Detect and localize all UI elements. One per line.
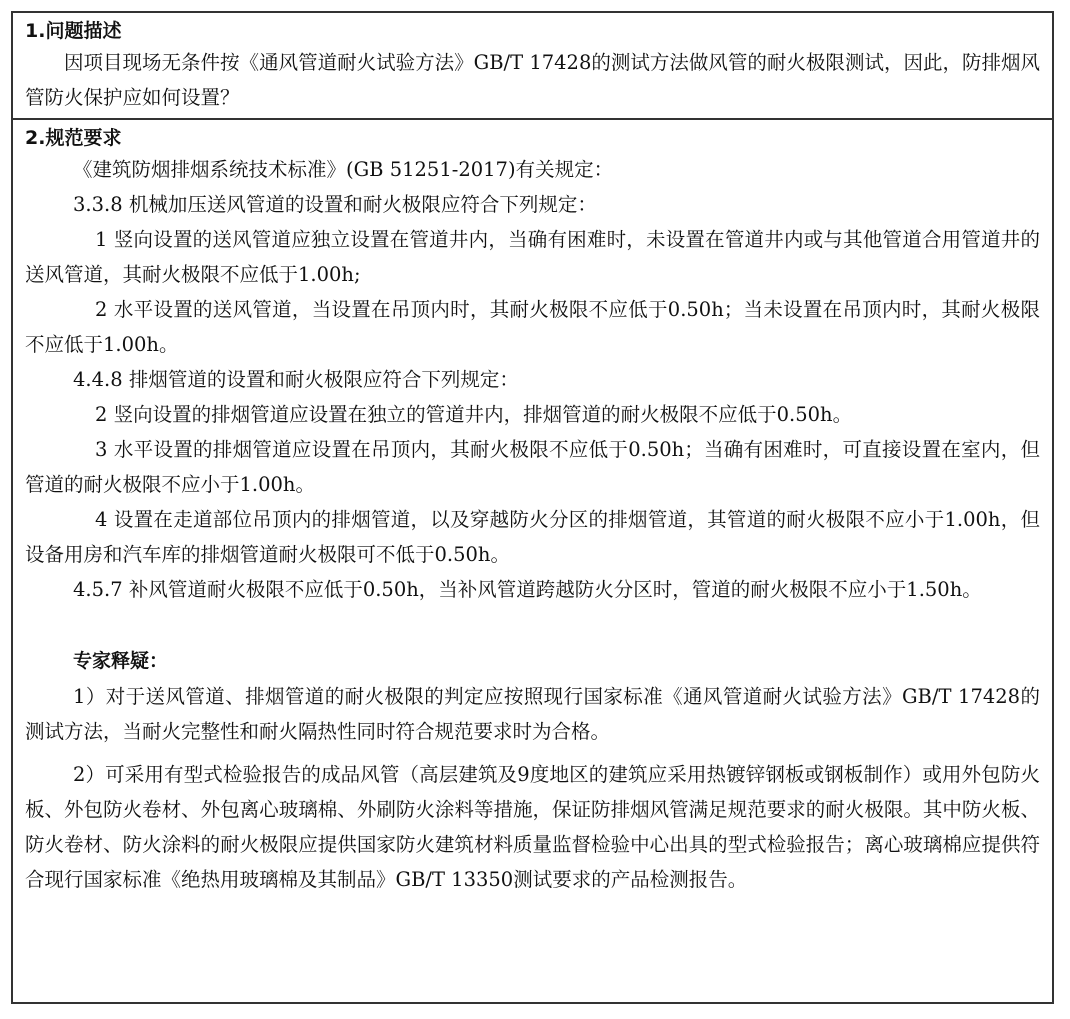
clause-3-3-8: 3.3.8 机械加压送风管道的设置和耐火极限应符合下列规定： (73, 193, 597, 216)
paragraph-gap (25, 749, 1040, 757)
standard-intro: 《建筑防烟排烟系统技术标准》(GB 51251-2017)有关规定： (73, 158, 614, 181)
clause-4-5-7: 4.5.7 补风管道耐火极限不应低于0.50h，当补风管道跨越防火分区时，管道的耐火极限不应小于1.50h。 (73, 578, 982, 601)
problem-description-section (13, 13, 1052, 120)
problem-heading: 1.问题描述 (25, 20, 122, 42)
expert-point-2: 2）可采用有型式检验报告的成品风管（高层建筑及9度地区的建筑应采用热镀锌钢板或钢板制作）或用外包防火板、外包防火卷材、外包离心玻璃棉、外刷防火涂料等措施，保证防排烟风管满足规范要求的耐火极限。其中防火板、防火卷材、防火涂料的耐火极限应提供国家防火建筑材料质量监督检验中心出具的型式检验报告；离心玻璃棉应提供符合现行国家标准《绝热用玻璃棉及其制品》GB/T 13350测试要求的产品检测报告。 (25, 763, 1040, 891)
clause-3-3-8-item-2: 2 水平设置的送风管道，当设置在吊顶内时，其耐火极限不应低于0.50h；当未设置在吊顶内时，其耐火极限不应低于1.00h。 (25, 298, 1040, 356)
clause-4-4-8-item-4: 4 设置在走道部位吊顶内的排烟管道，以及穿越防火分区的排烟管道，其管道的耐火极限不应小于1.00h，但设备用房和汽车库的排烟管道耐火极限可不低于0.50h。 (25, 508, 1040, 566)
document-table (11, 11, 1054, 1004)
clause-3-3-8-item-1: 1 竖向设置的送风管道应独立设置在管道井内，当确有困难时，未设置在管道井内或与其他管道合用管道井的送风管道，其耐火极限不应低于1.00h; (25, 228, 1040, 286)
code-requirements-section (13, 120, 1052, 1002)
expert-heading: 专家释疑： (73, 650, 169, 672)
problem-paragraph: 因项目现场无条件按《通风管道耐火试验方法》GB/T 17428的测试方法做风管的耐火极限测试，因此，防排烟风管防火保护应如何设置？ (25, 51, 1040, 109)
clause-4-4-8-item-2: 2 竖向设置的排烟管道应设置在独立的管道井内，排烟管道的耐火极限不应低于0.50h。 (95, 403, 853, 426)
clause-4-4-8: 4.4.8 排烟管道的设置和耐火极限应符合下列规定： (73, 368, 519, 391)
expert-point-1: 1）对于送风管道、排烟管道的耐火极限的判定应按照现行国家标准《通风管道耐火试验方法》GB/T 17428的测试方法，当耐火完整性和耐火隔热性同时符合规范要求时为合格。 (25, 685, 1040, 743)
clause-4-4-8-item-3: 3 水平设置的排烟管道应设置在吊顶内，其耐火极限不应低于0.50h；当确有困难时，可直接设置在室内，但管道的耐火极限不应小于1.00h。 (25, 438, 1040, 496)
blank-line (25, 607, 1040, 643)
requirements-heading: 2.规范要求 (25, 127, 122, 149)
